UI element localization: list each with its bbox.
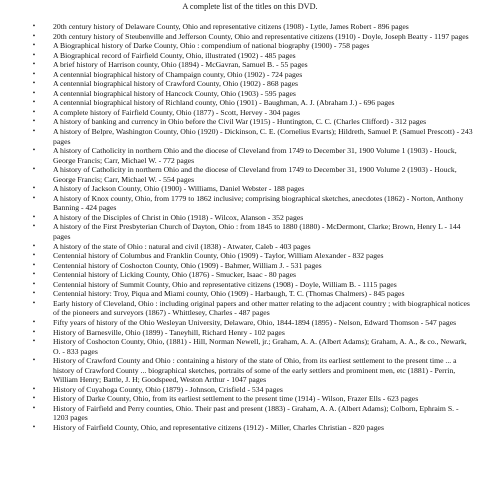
bullet-icon: •: [32, 403, 36, 412]
title-entry: A history of Knox county, Ohio, from 1779 to 1862 inclusive; comprising biographical sketches, anecdotes (1862) - Norton, Anthony Banning - 424 pages: [53, 193, 464, 213]
title-entry: A history of the Disciples of Christ in Ohio (1918) - Wilcox, Alanson - 352 pages: [53, 212, 304, 222]
bullet-icon: •: [32, 22, 36, 30]
title-list: [29, 22, 475, 433]
list-item: [29, 299, 475, 318]
document-title: A complete list of the titles on this DVD.: [182, 2, 318, 11]
title-entry: 20th century history of Delaware County, Ohio and representative citizens (1908) - Lytle, James Robert - 896 pages: [53, 22, 409, 31]
list-item: [29, 117, 475, 127]
bullet-icon: •: [32, 394, 36, 403]
bullet-icon: •: [32, 298, 36, 307]
list-item: [29, 251, 475, 261]
bullet-icon: •: [32, 165, 36, 174]
title-entry: A history of the state of Ohio : natural and civil (1838) - Atwater, Caleb - 403 pages: [53, 241, 311, 251]
list-item: [29, 98, 475, 108]
list-item: [29, 146, 475, 165]
bullet-icon: •: [32, 50, 36, 59]
bullet-icon: •: [32, 260, 36, 269]
title-entry: A complete history of Fairfield County, Ohio (1877) - Scott, Hervey - 304 pages: [53, 107, 300, 117]
title-entry: A history of Belpre, Washington County, Ohio (1920) - Dickinson, C. E. (Cornelius Evarts); Hildreth, Samuel P. (Samuel Prescott) - 243 pages: [53, 127, 473, 146]
list-item: [29, 60, 475, 70]
list-item: [29, 184, 475, 194]
list-item: [29, 270, 475, 280]
bullet-icon: •: [32, 193, 36, 202]
list-item: [29, 127, 475, 146]
title-entry: History of Darke County, Ohio, from its earliest settlement to the present time (1914) - Wilson, Frazer Ells - 623 pages: [53, 394, 419, 404]
title-entry: Centennial history of Columbus and Franklin County, Ohio (1909) - Taylor, William Alexander - 832 pages: [53, 251, 384, 261]
list-item: [29, 165, 475, 184]
bullet-icon: •: [32, 384, 36, 393]
list-item: [29, 385, 475, 395]
bullet-icon: •: [32, 241, 36, 250]
title-entry: Centennial history of Licking County, Ohio (1876) - Smucker, Isaac - 80 pages: [53, 270, 297, 280]
bullet-icon: •: [32, 222, 36, 231]
bullet-icon: •: [32, 117, 36, 126]
bullet-icon: •: [32, 327, 36, 336]
list-item: [29, 51, 475, 61]
title-entry: Early history of Cleveland, Ohio : including original papers and other matter relating to the adjacent country ; with biographical notices of the pioneers and surveyors (1867) - Whittlesey, Charles - 487 pages: [53, 298, 470, 318]
list-item: [29, 213, 475, 223]
list-item: [29, 280, 475, 290]
title-entry: History of Barnesville, Ohio (1899) - Taneyhill, Richard Henry - 102 pages: [53, 327, 285, 337]
bullet-icon: •: [32, 422, 36, 431]
bullet-icon: •: [32, 69, 36, 78]
list-item: [29, 108, 475, 118]
list-item: [29, 337, 475, 356]
list-item: [29, 41, 475, 51]
list-item: [29, 423, 475, 433]
bullet-icon: •: [32, 212, 36, 221]
bullet-icon: •: [32, 146, 36, 155]
title-entry: A centennial biographical history of Hancock County, Ohio (1903) - 595 pages: [53, 88, 296, 98]
title-entry: A Biographical record of Fairfield County, Ohio, illustrated (1902) - 485 pages: [53, 50, 296, 60]
bullet-icon: •: [32, 251, 36, 260]
title-entry: Fifty years of history of the Ohio Wesleyan University, Delaware, Ohio, 1844-1894 (1895) - Nelson, Edward Thomson - 547 pages: [53, 317, 457, 327]
title-entry: A history of Jackson County, Ohio (1900) - Williams, Daniel Webster - 188 pages: [53, 184, 305, 194]
bullet-icon: •: [32, 60, 36, 69]
bullet-icon: •: [32, 337, 36, 346]
list-item: [29, 394, 475, 404]
bullet-icon: •: [32, 31, 36, 40]
title-entry: History of Fairfield County, Ohio, and representative citizens (1912) - Miller, Charles Christian - 820 pages: [53, 422, 384, 432]
bullet-icon: •: [32, 88, 36, 97]
list-item: [29, 222, 475, 241]
bullet-icon: •: [32, 107, 36, 116]
list-item: [29, 22, 475, 32]
title-entry: Centennial history: Troy, Piqua and Miami county, Ohio (1909) - Harbaugh, T. C. (Thomas Chalmers) - 845 pages: [53, 289, 405, 299]
list-item: [29, 79, 475, 89]
title-entry: History of Coshocton County, Ohio, (1881) - Hill, Norman Newell, jr.; Graham, A. A. (Albert Adams); Graham, A. A., & co., Newark, O. - 833 pages: [53, 337, 467, 356]
list-item: [29, 261, 475, 271]
bullet-icon: •: [32, 184, 36, 193]
bullet-icon: •: [32, 279, 36, 288]
title-entry: A history of banking and currency in Ohio before the Civil War (1915) - Huntington, C. C. (Charles Clifford) - 312 pages: [53, 117, 427, 127]
bullet-icon: •: [32, 317, 36, 326]
title-entry: History of Fairfield and Perry counties, Ohio. Their past and present (1883) - Graham, A. A. (Albert Adams); Colborn, Ephraim S. - 1203 pages: [53, 403, 459, 423]
bullet-icon: •: [32, 289, 36, 298]
title-entry: History of Crawford County and Ohio : containing a history of the state of Ohio, from its earliest settlement to the present time ... a history of Crawford County ... biographical sketches, portraits of some of the early settlers and prominent men, etc (1881) - Perrin, William Henry; Battle, J. H; Goodspeed, Weston Arthur - 1047 pages: [53, 356, 457, 385]
title-entry: A centennial biographical history of Crawford County, Ohio (1902) - 868 pages: [53, 79, 299, 89]
list-item: [29, 89, 475, 99]
list-item: [29, 404, 475, 423]
list-item: [29, 242, 475, 252]
title-entry: Centennial history of Summit County, Ohio and representative citizens (1908) - Doyle, William B. - 1115 pages: [53, 279, 397, 289]
list-item: [29, 194, 475, 213]
bullet-icon: •: [32, 79, 36, 88]
list-item: [29, 328, 475, 338]
title-entry: A brief history of Harrison county, Ohio (1894) - McGavran, Samuel B. - 55 pages: [53, 60, 308, 70]
title-entry: A centennial biographical history of Richland county, Ohio (1901) - Baughman, A. J. (Abraham J.) - 696 pages: [53, 98, 395, 108]
bullet-icon: •: [32, 98, 36, 107]
title-entry: A Biographical history of Darke County, Ohio : compendium of national biography (1900) - 758 pages: [53, 41, 370, 51]
title-entry: History of Cuyahoga County, Ohio (1879) - Johnson, Crisfield - 534 pages: [53, 384, 283, 394]
title-entry: A history of the First Presbyterian Church of Dayton, Ohio : from 1845 to 1880 (1880) - McDermont, Clarke; Brown, Henry L - 144 pages: [53, 222, 461, 242]
bullet-icon: •: [32, 41, 36, 50]
list-item: [29, 318, 475, 328]
title-entry: 20th century history of Steubenville and Jefferson County, Ohio and representative citizens (1910) - Doyle, Joseph Beatty - 1197 pages: [53, 31, 469, 41]
bullet-icon: •: [32, 356, 36, 365]
title-entry: Centennial history of Coshocton County, Ohio (1909) - Bahmer, William J. - 531 pages: [53, 260, 322, 270]
list-item: [29, 70, 475, 80]
bullet-icon: •: [32, 270, 36, 279]
bullet-icon: •: [32, 127, 36, 136]
title-entry: A centennial biographical history of Champaign county, Ohio (1902) - 724 pages: [53, 69, 303, 79]
list-item: [29, 32, 475, 42]
list-item: [29, 289, 475, 299]
title-entry: A history of Catholicity in northern Ohio and the diocese of Cleveland from 1749 to December 31, 1900 Volume 2 (1903) - Houck, George Francis; Carr, Michael W. - 554 pages: [53, 165, 457, 184]
title-entry: A history of Catholicity in northern Ohio and the diocese of Cleveland from 1749 to December 31, 1900 Volume 1 (1903) - Houck, George Francis; Carr, Michael W. - 772 pages: [53, 146, 457, 165]
list-item: [29, 356, 475, 385]
